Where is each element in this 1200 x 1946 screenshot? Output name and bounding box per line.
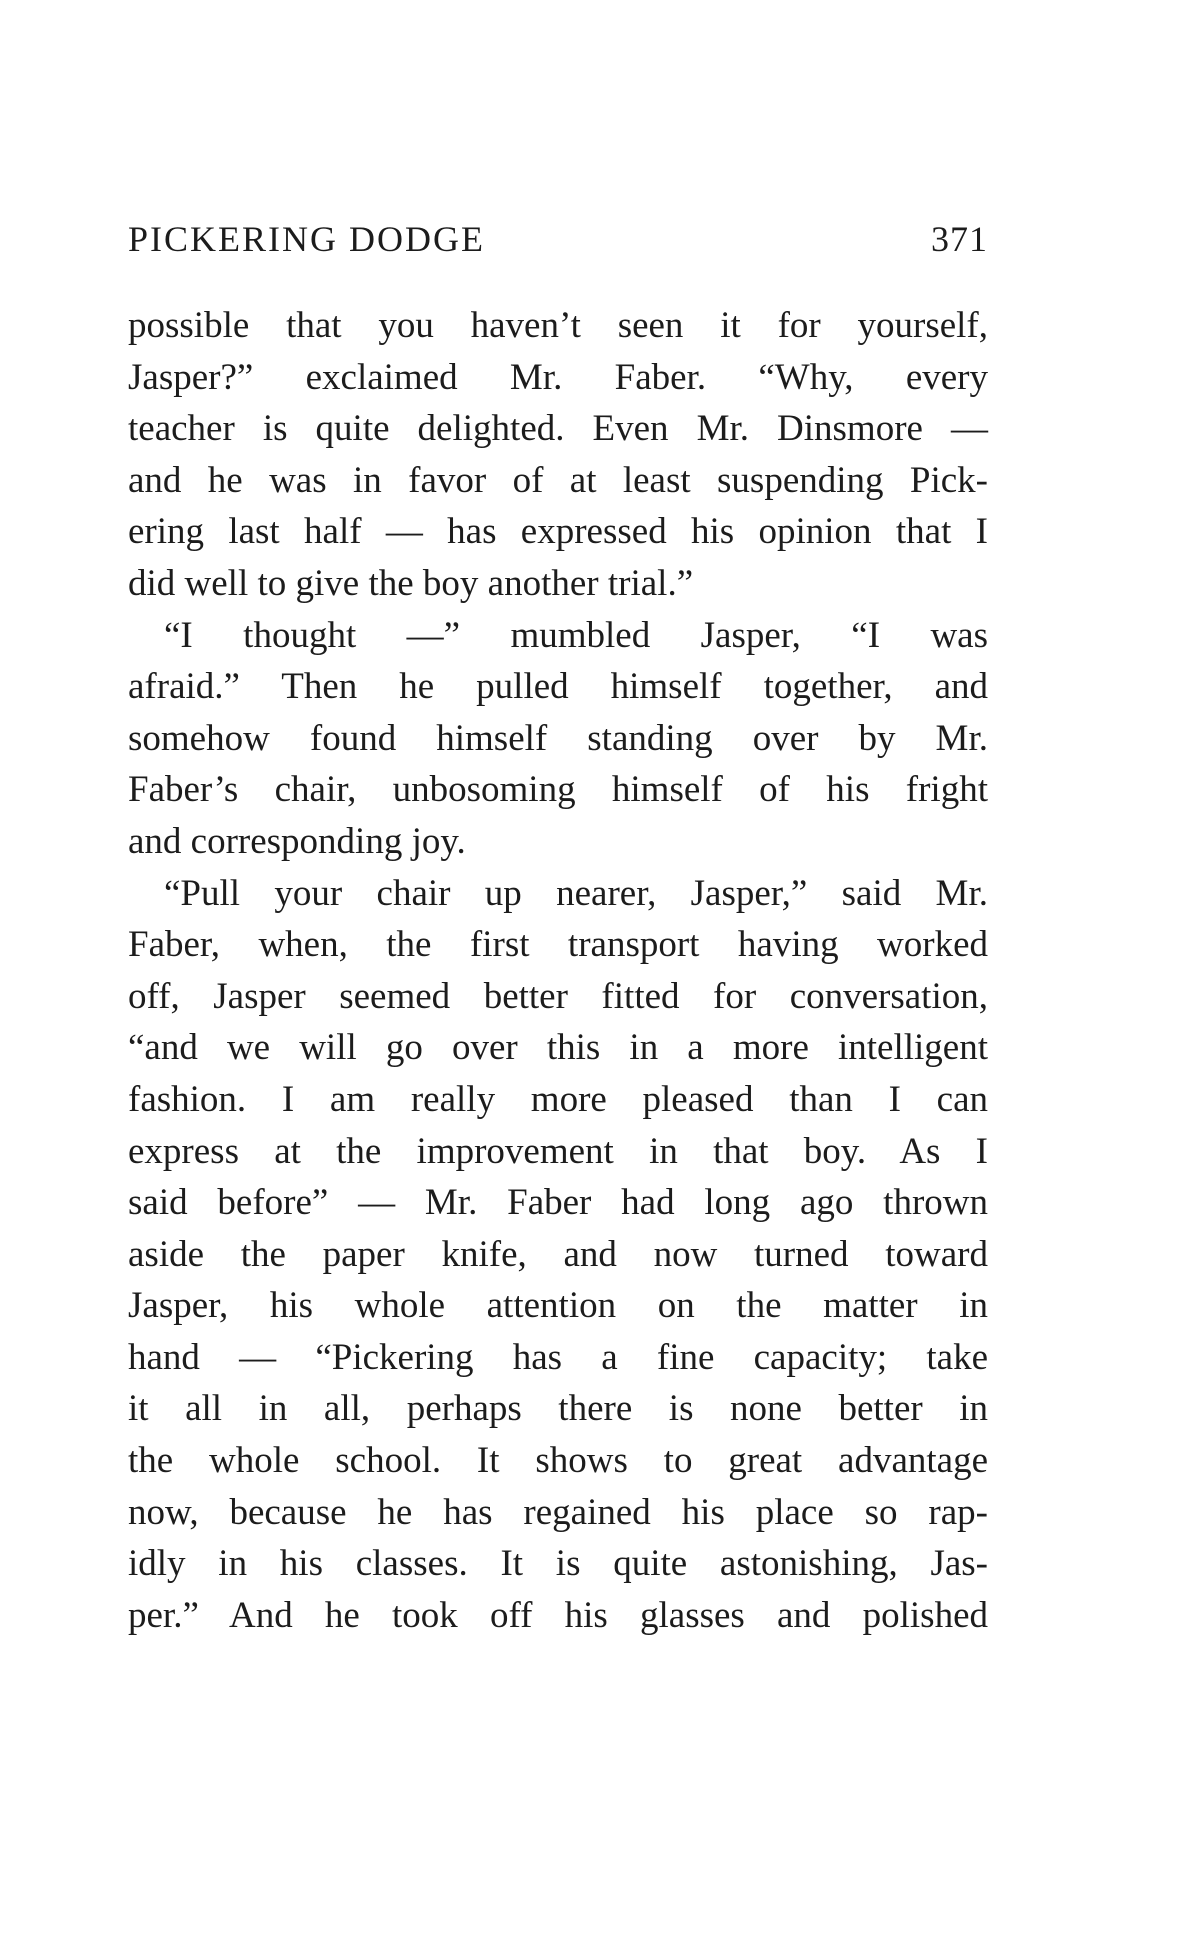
text-line: possible that you haven’t seen it for yourself,	[128, 305, 988, 346]
text-line: idly in his classes. It is quite astonishing, Jas-	[128, 1543, 988, 1585]
text-line: Faber, when, the first transport having worked	[128, 924, 988, 966]
text-line: did well to give the boy another trial.”	[128, 562, 694, 604]
text-line: and corresponding joy.	[128, 820, 466, 862]
text-line: fashion. I am really more pleased than I can	[128, 1078, 988, 1120]
text-line: “Pull your chair up nearer, Jasper,” said Mr.	[164, 872, 988, 914]
text-line: it all in all, perhaps there is none better in	[128, 1388, 988, 1430]
text-line: aside the paper knife, and now turned toward	[128, 1233, 988, 1275]
text-line: off, Jasper seemed better fitted for conversation,	[128, 975, 988, 1017]
running-head	[128, 214, 988, 264]
text-line: express at the improvement in that boy. As I	[128, 1130, 988, 1172]
text-line: “I thought —” mumbled Jasper, “I was	[164, 614, 988, 656]
text-line: somehow found himself standing over by Mr.	[128, 717, 988, 759]
text-line: Jasper, his whole attention on the matter in	[128, 1285, 988, 1327]
text-line: and he was in favor of at least suspending Pick-	[128, 459, 988, 501]
body-text	[128, 300, 988, 1641]
text-line: Faber’s chair, unbosoming himself of his fright	[128, 769, 988, 811]
text-line: per.” And he took off his glasses and polished	[128, 1594, 988, 1636]
text-line: Jasper?” exclaimed Mr. Faber. “Why, every	[128, 356, 988, 398]
text-line: ering last half — has expressed his opinion that I	[128, 511, 988, 553]
text-line: afraid.” Then he pulled himself together, and	[128, 666, 988, 708]
running-title: PICKERING DODGE	[128, 219, 485, 259]
text-line: the whole school. It shows to great advantage	[128, 1440, 988, 1482]
page-number: 371	[931, 219, 988, 259]
text-line: teacher is quite delighted. Even Mr. Dinsmore —	[128, 408, 988, 450]
text-line: “and we will go over this in a more intelligent	[128, 1027, 988, 1069]
text-line: said before” — Mr. Faber had long ago thrown	[128, 1182, 988, 1224]
text-line: now, because he has regained his place so rap-	[128, 1491, 988, 1533]
text-line: hand — “Pickering has a fine capacity; take	[128, 1336, 988, 1378]
